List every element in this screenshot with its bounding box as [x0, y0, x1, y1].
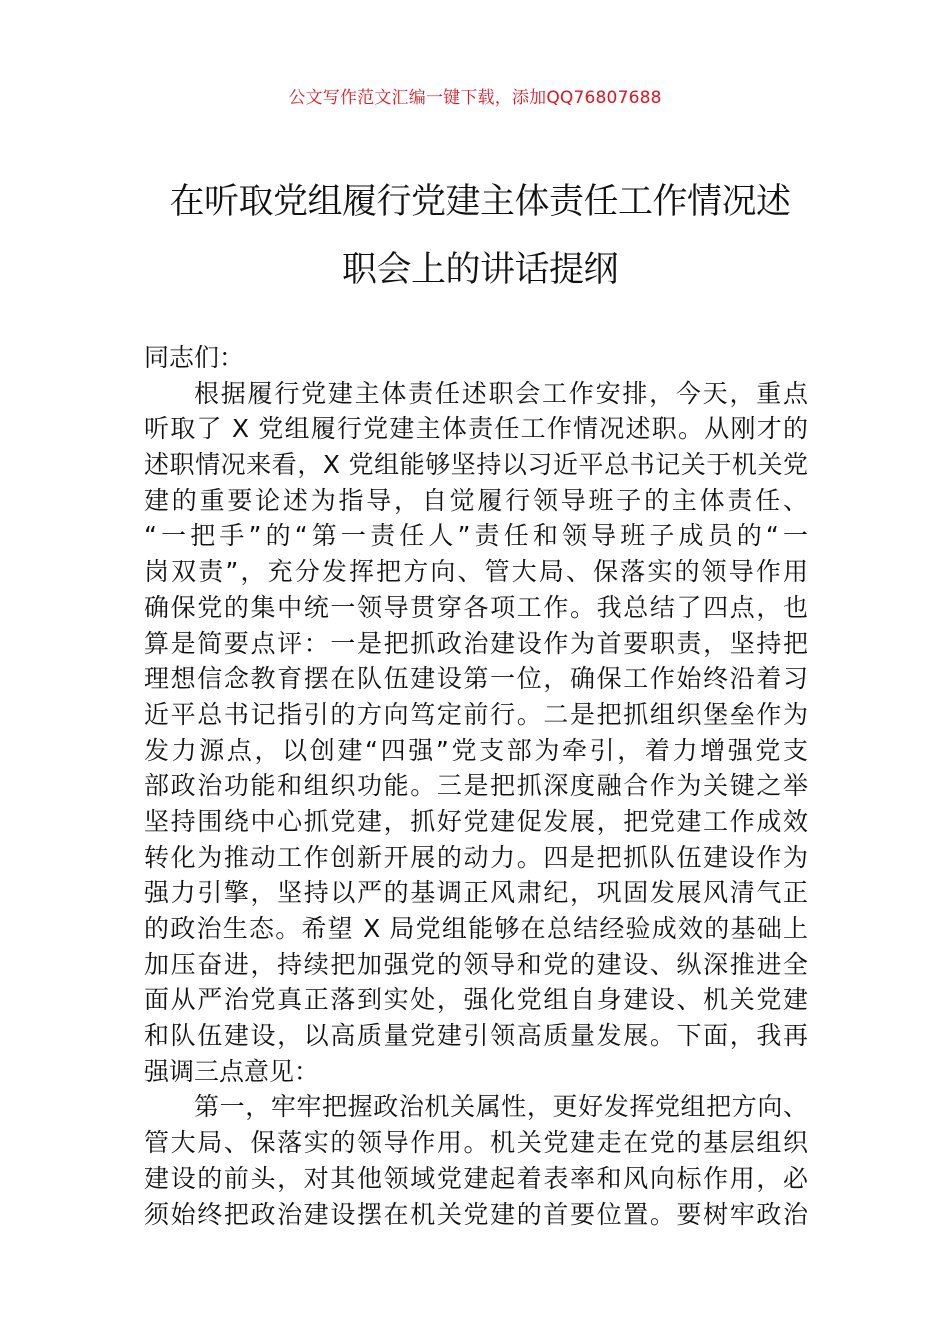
- paragraph-1-line: 确保党的集中统一领导贯穿各项工作。我总结了四点，也: [144, 592, 808, 622]
- paragraph-1-line: 理想信念教育摆在队伍建设第一位，确保工作始终沿着习: [144, 664, 808, 694]
- paragraph-2-line: 第一，牢牢把握政治机关属性，更好发挥党组把方向、: [194, 1092, 808, 1122]
- paragraph-1-line: 建的重要论述为指导，自觉履行领导班子的主体责任、: [144, 485, 808, 515]
- paragraph-1-line: 面从严治党真正落到实处，强化党组自身建设、机关党建: [144, 985, 808, 1015]
- paragraph-1-line: 强力引擎，坚持以严的基调正风肃纪，巩固发展风清气正: [144, 878, 808, 908]
- salutation: 同志们：: [144, 343, 245, 372]
- paragraph-2-line: 建设的前头，对其他领域党建起着表率和风向标作用，必: [144, 1163, 808, 1193]
- paragraph-2-line: 须始终把政治建设摆在机关党建的首要位置。要树牢政治: [144, 1199, 808, 1229]
- document-title-line-1: 在听取党组履行党建主体责任工作情况述: [169, 182, 791, 222]
- paragraph-2-line: 管大局、保落实的领导作用。机关党建走在党的基层组织: [144, 1128, 808, 1158]
- paragraph-1-line: 听取了 X 党组履行党建主体责任工作情况述职。从刚才的: [144, 414, 808, 444]
- paragraph-1-line: 述职情况来看，X 党组能够坚持以习近平总书记关于机关党: [144, 450, 808, 480]
- paragraph-1-line: 转化为推动工作创新开展的动力。四是把抓队伍建设作为: [144, 842, 808, 872]
- paragraph-1-line: 近平总书记指引的方向笃定前行。二是把抓组织堡垒作为: [144, 699, 808, 729]
- paragraph-1-line: 的政治生态。希望 X 局党组能够在总结经验成效的基础上: [144, 914, 808, 943]
- document-title-line-2: 职会上的讲话提纲: [341, 250, 618, 290]
- paragraph-1-line: 坚持围绕中心抓党建，抓好党建促发展，把党建工作成效: [144, 806, 808, 836]
- paragraph-1-line: 和队伍建设，以高质量党建引领高质量发展。下面，我再: [144, 1021, 808, 1051]
- paragraph-1-line: “一把手”的“第一责任人”责任和领导班子成员的“一: [144, 521, 808, 551]
- paragraph-1-line: 根据履行党建主体责任述职会工作安排，今天，重点: [194, 378, 808, 408]
- paragraph-1-line: 算是简要点评：一是把抓政治建设作为首要职责，坚持把: [144, 628, 808, 658]
- document-body: [144, 340, 808, 1232]
- paragraph-1-line: 部政治功能和组织功能。三是把抓深度融合作为关键之举: [144, 771, 808, 801]
- paragraph-1-line: 岗双责”，充分发挥把方向、管大局、保落实的领导作用: [144, 557, 808, 587]
- paragraph-1-line: 加压奋进，持续把加强党的领导和党的建设、纵深推进全: [144, 949, 808, 979]
- paragraph-1-line: 发力源点，以创建“四强”党支部为牵引，着力增强党支: [144, 735, 808, 765]
- paragraph-1-line: 强调三点意见：: [144, 1056, 320, 1086]
- download-banner: 公文写作范文汇编一键下载，添加QQ76807688: [288, 88, 662, 108]
